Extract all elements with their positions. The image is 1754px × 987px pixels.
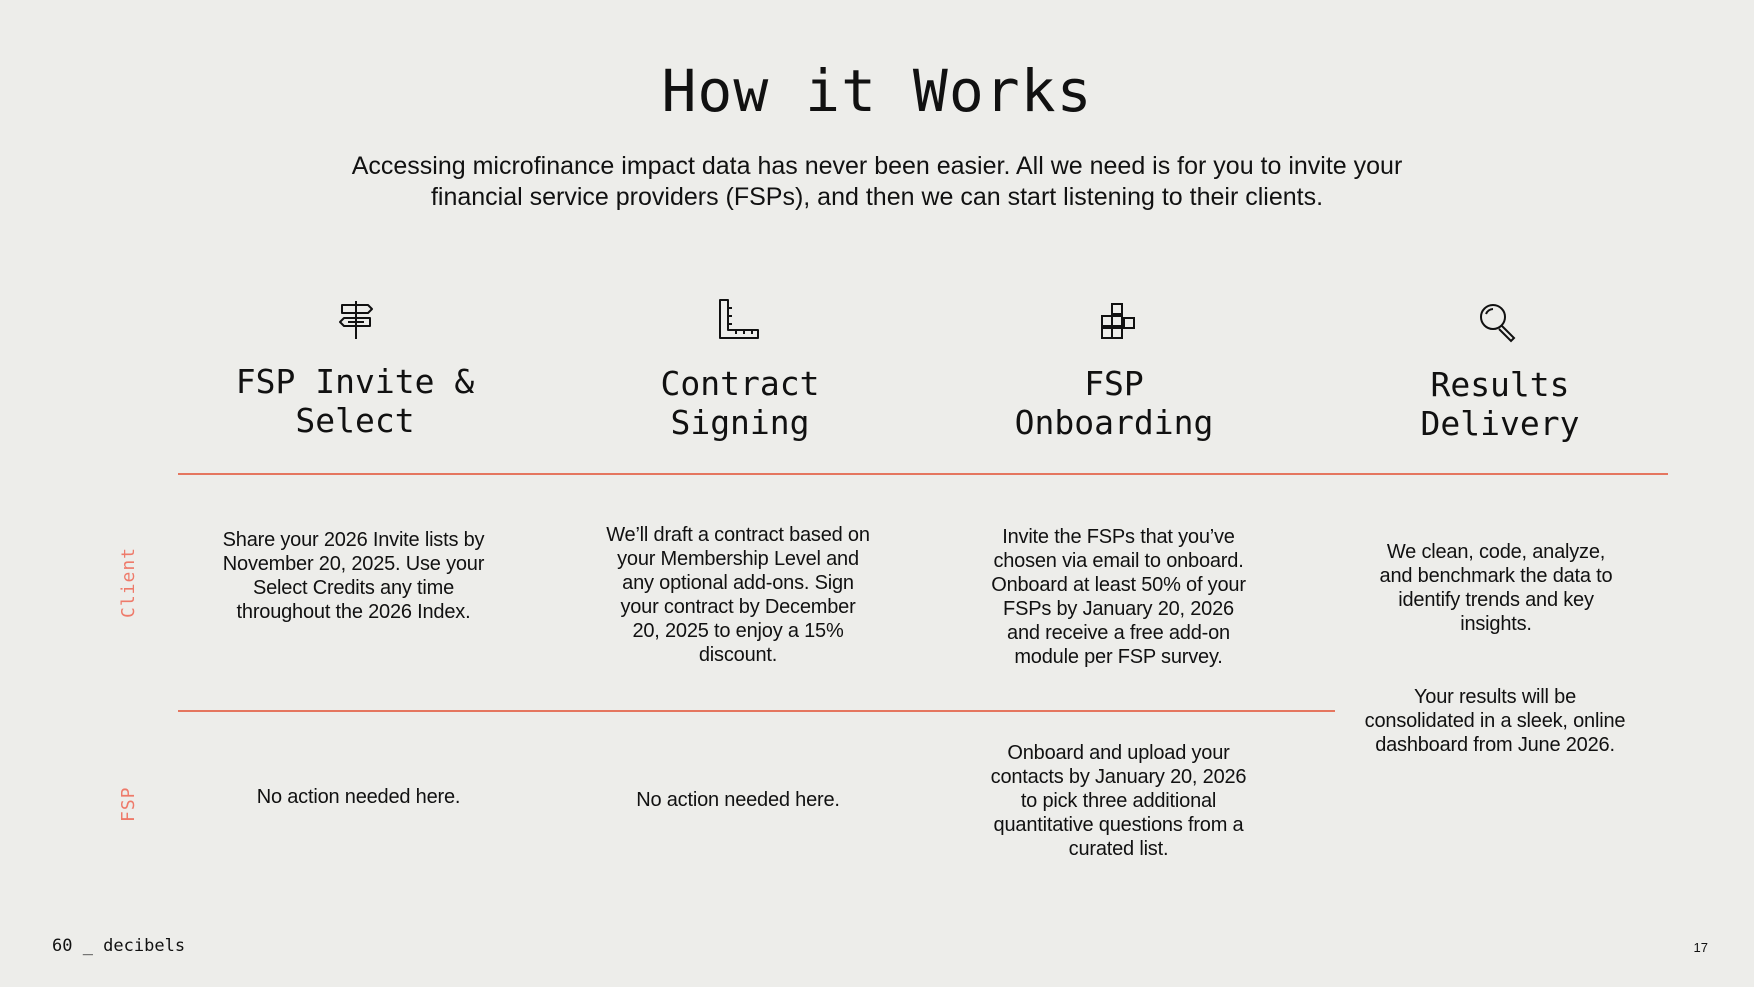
signpost-icon [326,296,386,344]
column-title-onboarding: FSP Onboarding [1014,364,1214,442]
client-cell-contract: We’ll draft a contract based on your Membership Level and any optional add-ons. Sign your contract by December 20, 2025 to enjoy a 15% discount. [606,524,870,666]
row-divider [178,710,1335,712]
row-label-client: Client [118,546,139,618]
intro-paragraph: Accessing microfinance impact data has never been easier. All we need is for you to invite your financial service providers (FSPs), and then we can start listening to their clients. [351,152,1403,211]
column-title-results: Results Delivery [1420,365,1580,443]
fsp-cell-onboarding: Onboard and upload your contacts by January 20, 2026 to pick three additional quantitative questions from a curated list. [990,742,1247,860]
logo: 60 _ decibels [52,936,186,956]
ruler-square-icon [708,296,768,344]
results-dashboard-text: Your results will be consolidated in a sleek, online dashboard from June 2026. [1364,686,1626,756]
page-title: How it Works [661,57,1093,125]
client-cell-invite: Share your 2026 Invite lists by November 20, 2025. Use your Select Credits any time throughout the 2026 Index. [222,529,485,623]
column-title-contract: Contract Signing [660,364,820,442]
row-label-fsp: FSP [118,786,139,822]
page-number: 17 [1693,940,1708,955]
column-title-invite: FSP Invite & Select [235,362,475,440]
fsp-cell-invite: No action needed here. [256,786,461,808]
magnifier-icon [1468,298,1528,346]
fsp-cell-contract: No action needed here. [636,789,840,811]
blocks-icon [1088,298,1148,346]
header-divider [178,473,1668,475]
client-cell-onboarding: Invite the FSPs that you’ve chosen via email to onboard. Onboard at least 50% of your FSPs by January 20, 2026 and receive a free add-on module per FSP survey. [991,526,1246,668]
client-cell-results: We clean, code, analyze, and benchmark the data to identify trends and key insights. [1379,541,1613,635]
